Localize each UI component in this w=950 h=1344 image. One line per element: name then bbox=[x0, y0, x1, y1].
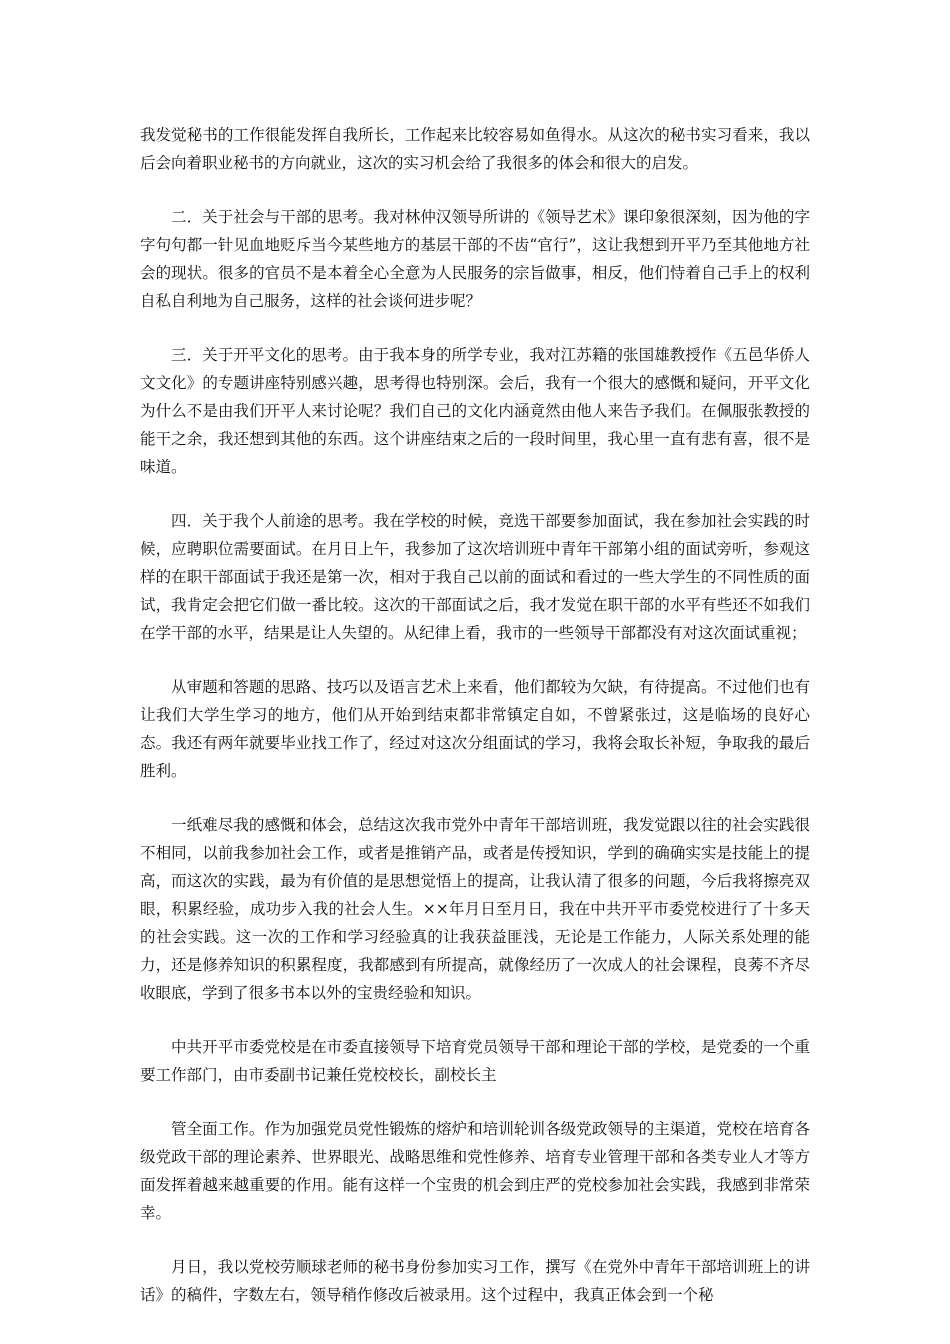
paragraph-7: 中共开平市委党校是在市委直接领导下培育党员领导干部和理论干部的学校，是党委的一个重要工作部门，由市委副书记兼任党校校长，副校长主 bbox=[140, 1038, 810, 1084]
paragraph-1: 我发觉秘书的工作很能发挥自我所长，工作起来比较容易如鱼得水。从这次的秘书实习看来，我以后会向着职业秘书的方向就业，这次的实习机会给了我很多的体会和很大的启发。 bbox=[140, 126, 810, 172]
paragraph-8: 管全面工作。作为加强党员党性锻炼的熔炉和培训轮训各级党政领导的主渠道，党校在培育各级党政干部的理论素养、世界眼光、战略思维和党性修养、培育专业管理干部和各类专业人才等方面发挥着越来越重要的作用。能有这样一个宝贵的机会到庄严的党校参加社会实践，我感到非常荣幸。 bbox=[140, 1120, 810, 1222]
paragraph-4: 四．关于我个人前途的思考。我在学校的时候，竞选干部要参加面试，我在参加社会实践的时候，应聘职位需要面试。在月日上午，我参加了这次培训班中青年干部第小组的面试旁听，参观这样的在职干部面试于我还是第一次，相对于我自己以前的面试和看过的一些大学生的不同性质的面试，我肯定会把它们做一番比较。这次的干部面试之后，我才发觉在职干部的水平有些还不如我们在学干部的水平，结果是让人失望的。从纪律上看，我市的一些领导干部都没有对这次面试重视； bbox=[140, 512, 810, 642]
document-body bbox=[140, 121, 810, 1309]
paragraph-9: 月日，我以党校劳顺球老师的秘书身份参加实习工作，撰写《在党外中青年干部培训班上的讲话》的稿件，字数左右，领导稍作修改后被录用。这个过程中，我真正体会到一个秘 bbox=[140, 1258, 810, 1304]
paragraph-2: 二．关于社会与干部的思考。我对林仲汉领导所讲的《领导艺术》课印象很深刻，因为他的字字句句都一针见血地贬斥当今某些地方的基层干部的不齿“官行”，这让我想到开平乃至其他地方社会的现状。很多的官员不是本着全心全意为人民服务的宗旨做事，相反，他们恃着自己手上的权利自私自利地为自己服务，这样的社会谈何进步呢？ bbox=[140, 208, 810, 310]
paragraph-3: 三．关于开平文化的思考。由于我本身的所学专业，我对江苏籍的张国雄教授作《五邑华侨人文文化》的专题讲座特别感兴趣，思考得也特别深。会后，我有一个很大的感慨和疑问，开平文化为什么不是由我们开平人来讨论呢？我们自己的文化内涵竟然由他人来告予我们。在佩服张教授的能干之余，我还想到其他的东西。这个讲座结束之后的一段时间里，我心里一直有悲有喜，很不是味道。 bbox=[140, 346, 810, 476]
paragraph-5: 从审题和答题的思路、技巧以及语言艺术上来看，他们都较为欠缺，有待提高。不过他们也有让我们大学生学习的地方，他们从开始到结束都非常镇定自如，不曾紧张过，这是临场的良好心态。我还有两年就要毕业找工作了，经过对这次分组面试的学习，我将会取长补短，争取我的最后胜利。 bbox=[140, 678, 810, 780]
paragraph-6: 一纸难尽我的感慨和体会，总结这次我市党外中青年干部培训班，我发觉跟以往的社会实践很不相同，以前我参加社会工作，或者是推销产品，或者是传授知识，学到的确确实实是技能上的提高，而这次的实践，最为有价值的是思想觉悟上的提高，让我认清了很多的问题，今后我将擦亮双眼，积累经验，成功步入我的社会人生。××年月日至月日，我在中共开平市委党校进行了十多天的社会实践。这一次的工作和学习经验真的让我获益匪浅，无论是工作能力，人际关系处理的能力，还是修养知识的积累程度，我都感到有所提高，就像经历了一次成人的社会课程，良莠不齐尽收眼底，学到了很多书本以外的宝贵经验和知识。 bbox=[140, 816, 810, 1002]
